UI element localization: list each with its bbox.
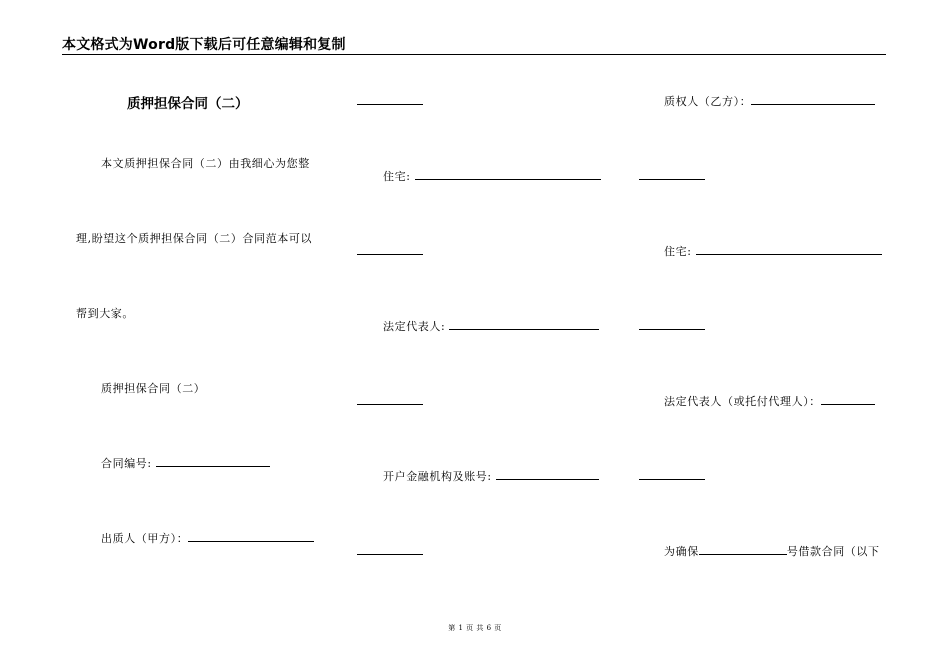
document-header-title: 本文格式为Word版下载后可任意编辑和复制 [62, 37, 346, 53]
pledgor-label: 出质人（甲方）： [101, 532, 189, 545]
bank-account-label: 开户金融机构及账号: [383, 470, 496, 483]
residence-row [383, 168, 601, 184]
guarantee-clause-row [664, 543, 880, 559]
bank-account-row [383, 468, 599, 484]
pledgee-residence-row [664, 243, 882, 259]
blank-line [357, 254, 423, 255]
legal-rep-row [383, 318, 599, 334]
blank-line [639, 179, 705, 180]
pledgor-blank [188, 531, 314, 542]
header-rule [62, 54, 886, 55]
pledgee-legal-rep-blank [821, 394, 875, 405]
pledgee-label: 质权人（乙方）： [664, 95, 752, 108]
contract-number-row [101, 455, 270, 471]
legal-rep-blank [449, 319, 599, 330]
legal-rep-label: 法定代表人: [383, 320, 450, 333]
pledgor-row [101, 530, 314, 546]
intro-paragraph-line-3: 帮到大家。 [76, 307, 134, 320]
blank-line [357, 554, 423, 555]
pledgee-row [664, 93, 875, 109]
pledgee-legal-rep-label: 法定代表人（或托付代理人）： [664, 395, 821, 408]
bank-account-blank [496, 469, 599, 480]
residence-label: 住宅: [383, 170, 415, 183]
blank-line [639, 479, 705, 480]
guarantee-prefix: 为确保 [664, 545, 699, 558]
pledgee-residence-blank [696, 244, 882, 255]
document-title: 质押担保合同（二） [127, 96, 249, 112]
pledgee-blank [751, 94, 875, 105]
blank-line [357, 104, 423, 105]
blank-line [639, 329, 705, 330]
intro-paragraph-line-1: 本文质押担保合同（二）由我细心为您整 [101, 157, 310, 170]
guarantee-suffix: 号借款合同（以下 [786, 545, 880, 558]
pledgee-residence-label: 住宅: [664, 245, 696, 258]
blank-line [357, 404, 423, 405]
residence-blank [415, 169, 601, 180]
contract-number-label: 合同编号: [101, 457, 156, 470]
loan-contract-number-blank [699, 544, 787, 555]
contract-number-blank [156, 456, 270, 467]
pledgee-legal-rep-row [664, 393, 875, 409]
contract-subtitle: 质押担保合同（二） [101, 382, 206, 395]
page-number-footer: 第 1 页 共 6 页 [448, 624, 502, 632]
intro-paragraph-line-2: 理,盼望这个质押担保合同（二）合同范本可以 [76, 232, 313, 245]
